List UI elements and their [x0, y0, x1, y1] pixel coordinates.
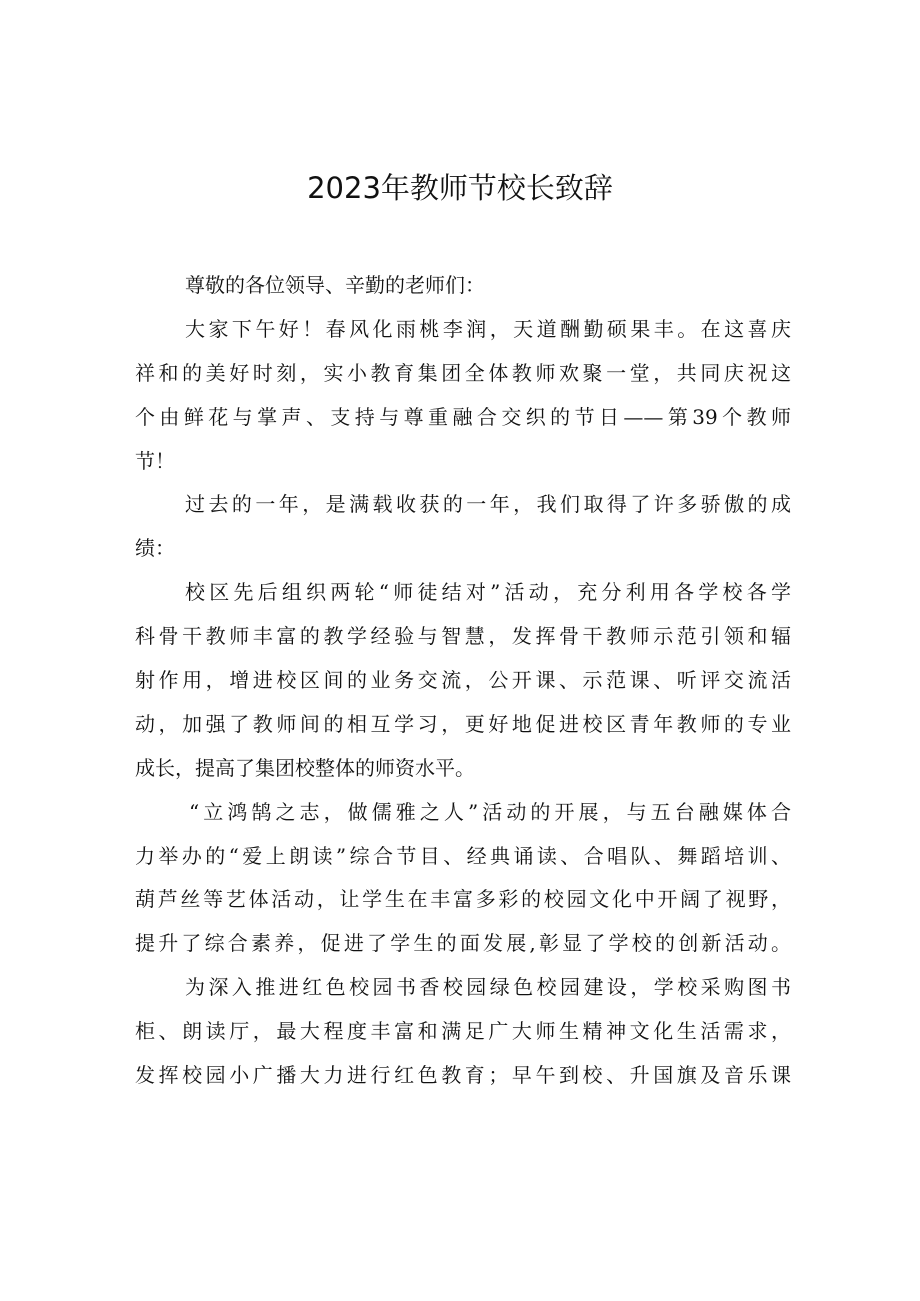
- paragraph-line: 个由鲜花与掌声、支持与尊重融合交织的节日——第39个教师: [135, 404, 791, 429]
- paragraph-line: 科骨干教师丰富的教学经验与智慧，发挥骨干教师示范引领和辐: [135, 624, 791, 649]
- paragraph-line: 节！: [135, 448, 175, 473]
- document-title: 2023年教师节校长致辞: [307, 171, 613, 205]
- paragraph-line: 柜、朗读厅，最大程度丰富和满足广大师生精神文化生活需求，: [135, 1019, 791, 1044]
- paragraph-line: 葫芦丝等艺体活动，让学生在丰富多彩的校园文化中开阔了视野，: [135, 887, 791, 912]
- paragraph-line: “立鸿鹄之志，做儒雅之人”活动的开展，与五台融媒体合: [189, 799, 791, 824]
- paragraph-line: 大家下午好！春风化雨桃李润，天道酬勤硕果丰。在这喜庆: [185, 316, 791, 341]
- paragraph-line: 成长，提高了集团校整体的师资水平。: [135, 755, 475, 780]
- paragraph-line: 射作用，增进校区间的业务交流，公开课、示范课、听评交流活: [135, 668, 791, 693]
- paragraph-line: 发挥校园小广播大力进行红色教育；早午到校、升国旗及音乐课: [135, 1063, 791, 1088]
- paragraph-line: 校区先后组织两轮“师徒结对”活动，充分利用各学校各学: [185, 580, 791, 605]
- paragraph-line: 动，加强了教师间的相互学习，更好地促进校区青年教师的专业: [135, 711, 791, 736]
- document-body: [135, 264, 791, 1098]
- paragraph-line: 为深入推进红色校园书香校园绿色校园建设，学校采购图书: [185, 975, 791, 1000]
- paragraph-line: 过去的一年，是满载收获的一年，我们取得了许多骄傲的成: [185, 492, 791, 517]
- paragraph-line: 祥和的美好时刻，实小教育集团全体教师欢聚一堂，共同庆祝这: [135, 360, 791, 385]
- paragraph-line: 力举办的“爱上朗读”综合节目、经典诵读、合唱队、舞蹈培训、: [135, 843, 791, 868]
- paragraph-line: 提升了综合素养，促进了学生的面发展,彰显了学校的创新活动。: [135, 931, 791, 956]
- paragraph-line: 绩：: [135, 536, 175, 561]
- salutation-line: 尊敬的各位领导、辛勤的老师们：: [185, 273, 485, 297]
